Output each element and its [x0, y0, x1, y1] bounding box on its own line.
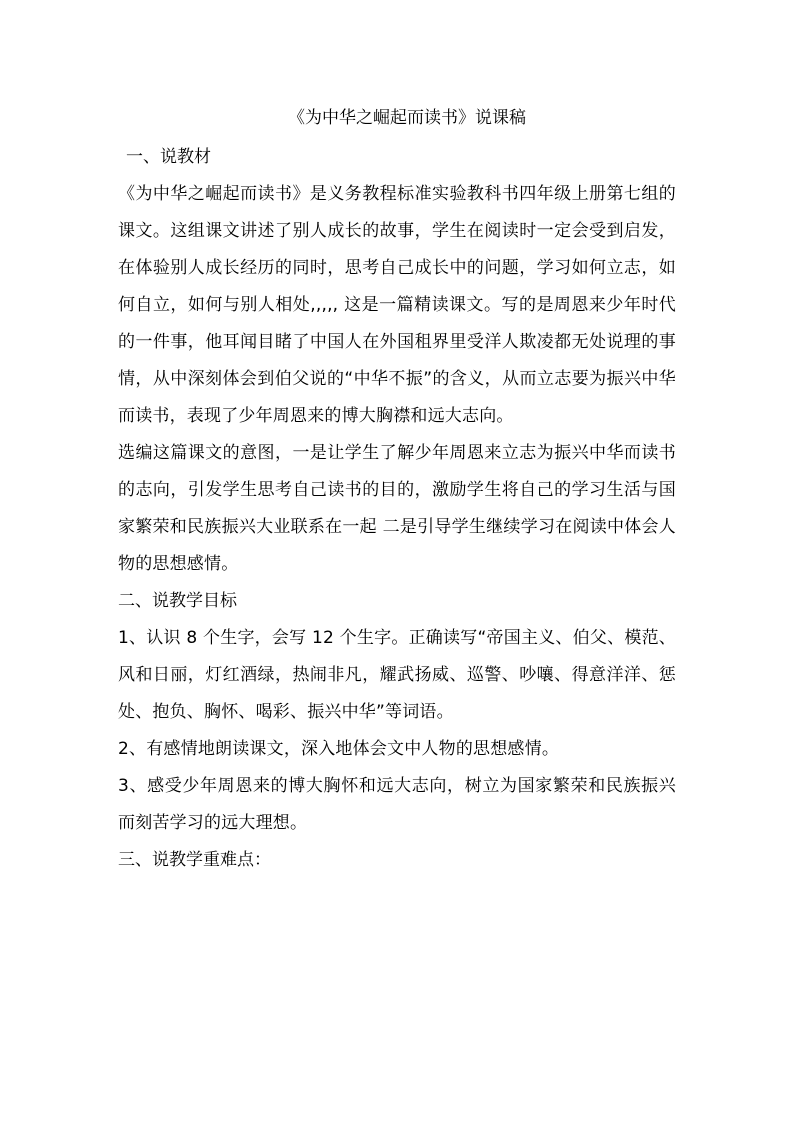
document-title: 《为中华之崛起而读书》说课稿	[288, 108, 526, 128]
goal-item-3: 3、感受少年周恩来的博大胸怀和远大志向，树立为国家繁荣和民族振兴而刻苦学习的远大理想。	[118, 776, 676, 833]
section-heading-teaching-material: 一、说教材	[126, 147, 211, 167]
section-heading-teaching-goals: 二、说教学目标	[118, 591, 237, 611]
paragraph-material-intro: 《为中华之崛起而读书》是义务教程标准实验教科书四年级上册第七组的课文。这组课文讲述了别人成长的故事，学生在阅读时一定会受到启发，在体验别人成长经历的同时，思考自己成长中的问题，学习如何立志，如何自立，如何与别人相处,,,,, 这是一篇精读课文。写的是周恩来少年时代的一件事，他耳闻目睹了中国人在外国租界里受洋人欺凌都无处说理的事情，从中深刻体会到伯父说的“中华不振”的含义，从而立志要为振兴中华而读书，表现了少年周恩来的博大胸襟和远大志向。	[118, 184, 676, 426]
section-heading-key-difficulties: 三、说教学重难点：	[118, 850, 271, 870]
goal-item-1: 1、认识 8 个生字，会写 12 个生字。正确读写“帝国主义、伯父、模范、风和日丽，灯红酒绿，热闹非凡，耀武扬威、巡警、吵嚷、得意洋洋、惩处、抱负、胸怀、喝彩、振兴中华”等词语。	[118, 628, 676, 722]
paragraph-selection-intent: 选编这篇课文的意图，一是让学生了解少年周恩来立志为振兴中华而读书的志向，引发学生思考自己读书的目的，激励学生将自己的学习生活与国家繁荣和民族振兴大业联系在一起 二是引导学生继续学习在阅读中体会人物的思想感情。	[118, 443, 676, 574]
goal-item-2: 2、有感情地朗读课文，深入地体会文中人物的思想感情。	[118, 739, 560, 759]
